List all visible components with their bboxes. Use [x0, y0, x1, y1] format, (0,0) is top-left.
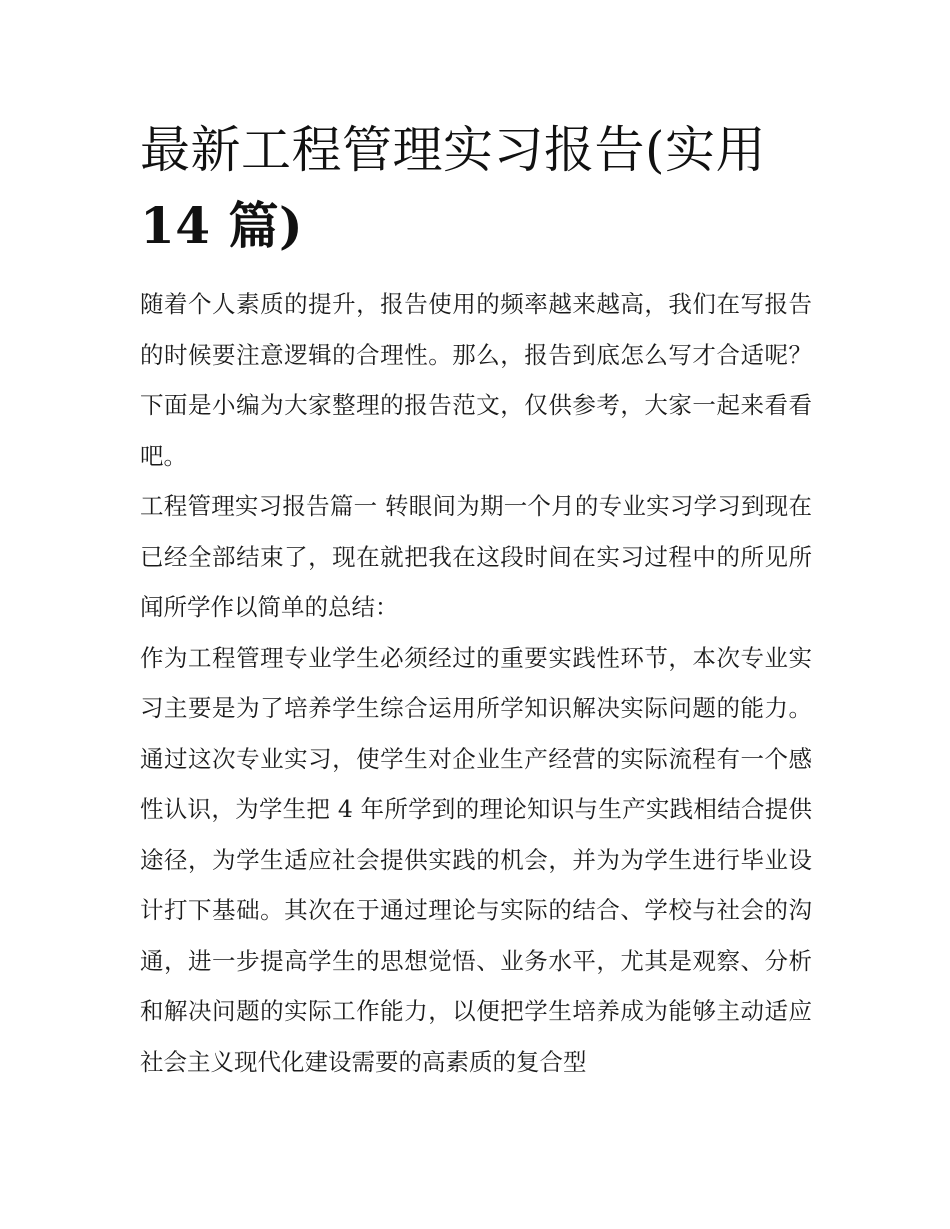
- paragraph-report-1-opening: 工程管理实习报告篇一 转眼间为期一个月的专业实习学习到现在已经全部结束了，现在就把我在这段时间在实习过程中的所见所闻所学作以简单的总结：: [140, 492, 812, 621]
- document-page: [140, 112, 812, 1087]
- title-line-1: 最新工程管理实习报告(实用: [140, 121, 767, 179]
- paragraph-internship-purpose: 作为工程管理专业学生必须经过的重要实践性环节，本次专业实习主要是为了培养学生综合运用所学知识解决实际问题的能力。通过这次专业实习，使学生对企业生产经营的实际流程有一个感性认识，为学生把 4 年所学到的理论知识与生产实践相结合提供途径，为学生适应社会提供实践的机会，并为为学生进行毕业设计打下基础。其次在于通过理论与实际的结合、学校与社会的沟通，进一步提高学生的思想觉悟、业务水平，尤其是观察、分析和解决问题的实际工作能力，以便把学生培养成为能够主动适应社会主义现代化建设需要的高素质的复合型: [140, 643, 812, 1076]
- document-body: [140, 279, 812, 1087]
- paragraph-intro: 随着个人素质的提升，报告使用的频率越来越高，我们在写报告的时候要注意逻辑的合理性。那么，报告到底怎么写才合适呢？下面是小编为大家整理的报告范文，仅供参考，大家一起来看看吧。: [140, 290, 812, 470]
- document-title: [140, 112, 812, 264]
- title-line-2: 14 篇): [140, 196, 304, 255]
